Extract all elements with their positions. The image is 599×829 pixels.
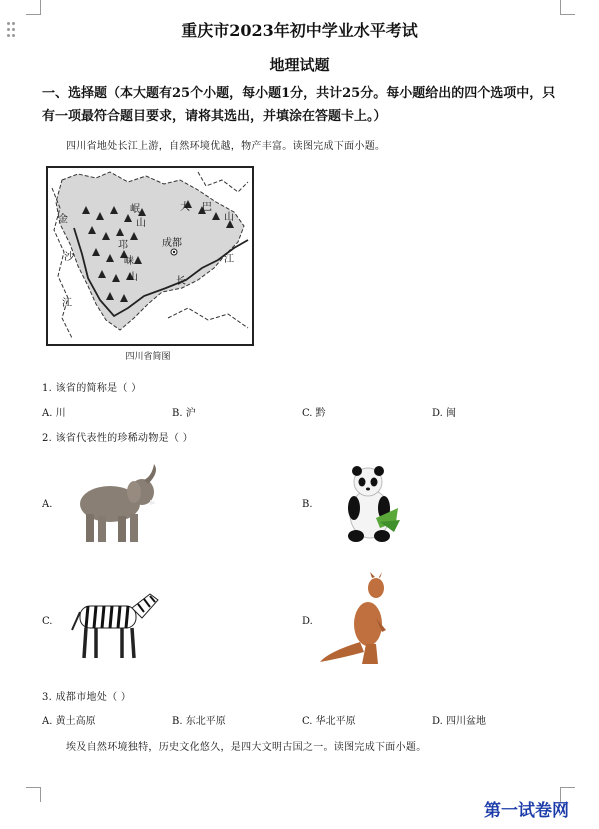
outro-text: 埃及自然环境独特，历史文化悠久，是四大文明古国之一。读图完成下面小题。 bbox=[66, 742, 427, 753]
label-jin: 金 bbox=[58, 214, 68, 225]
label-chang: 长 bbox=[176, 276, 186, 287]
exam-title: 重庆市2023年初中学业水平考试 bbox=[181, 21, 418, 40]
section-heading-line-2: 有一项最符合题目要求，请将其选出，并填涂在答题卡上。） bbox=[42, 109, 387, 124]
label-shan1: 山 bbox=[136, 218, 146, 229]
section-heading bbox=[42, 82, 562, 128]
label-qiong: 邛 bbox=[118, 240, 128, 251]
q3-option-a[interactable]: A. 黄土高原 bbox=[42, 716, 96, 727]
border-north bbox=[198, 172, 248, 192]
intro-text: 四川省地处长江上游，自然环境优越，物产丰富。读图完成下面小题。 bbox=[66, 141, 386, 152]
q1-option-c[interactable]: C. 黔 bbox=[302, 408, 326, 419]
label-sha: 沙 bbox=[64, 252, 74, 263]
q3-option-d[interactable]: D. 四川盆地 bbox=[432, 716, 487, 727]
label-da: 大 bbox=[180, 202, 190, 213]
zebra-icon bbox=[66, 590, 162, 662]
crop-mark-top-left bbox=[26, 0, 41, 15]
border-south bbox=[168, 308, 248, 328]
question-2: 2. 该省代表性的珍稀动物是（ ） bbox=[42, 433, 193, 444]
section-heading-line-1: 一、选择题（本大题有25个小题，每小题1分，共计25分。每小题给出的四个选项中，只 bbox=[42, 86, 556, 101]
q2-option-c[interactable]: C. bbox=[42, 616, 53, 627]
label-shan2: 山 bbox=[128, 272, 138, 283]
q3-option-b[interactable]: B. 东北平原 bbox=[172, 716, 226, 727]
question-1: 1. 该省的简称是（ ） bbox=[42, 383, 142, 394]
q3-option-c[interactable]: C. 华北平原 bbox=[302, 716, 356, 727]
sichuan-map bbox=[46, 166, 254, 346]
province-region bbox=[56, 172, 244, 330]
map-figure bbox=[48, 168, 252, 344]
kangaroo-icon bbox=[318, 572, 402, 668]
label-shan3: 山 bbox=[224, 212, 234, 223]
crop-mark-top-right bbox=[560, 0, 575, 15]
elephant-icon bbox=[68, 462, 160, 546]
map-caption: 四川省简图 bbox=[125, 352, 171, 362]
label-lai: 崃 bbox=[124, 256, 134, 267]
label-min: 岷 bbox=[130, 204, 140, 215]
question-3: 3. 成都市地处（ ） bbox=[42, 692, 132, 703]
exam-subtitle: 地理试题 bbox=[269, 56, 330, 74]
panda-icon bbox=[340, 462, 402, 544]
crop-mark-bottom-left bbox=[26, 787, 41, 802]
q2-option-b[interactable]: B. bbox=[302, 499, 313, 510]
q2-option-a[interactable]: A. bbox=[42, 499, 53, 510]
q2-option-d[interactable]: D. bbox=[302, 616, 313, 627]
label-jiang: 江 bbox=[62, 298, 72, 309]
watermark: 第一试卷网 bbox=[484, 801, 569, 821]
label-chengdu: 成都 bbox=[162, 238, 182, 249]
q1-option-a[interactable]: A. 川 bbox=[42, 408, 66, 419]
q1-option-b[interactable]: B. 沪 bbox=[172, 408, 196, 419]
label-jiang2: 江 bbox=[224, 254, 234, 265]
label-ba: 巴 bbox=[202, 202, 212, 213]
q1-option-d[interactable]: D. 闽 bbox=[432, 408, 457, 419]
